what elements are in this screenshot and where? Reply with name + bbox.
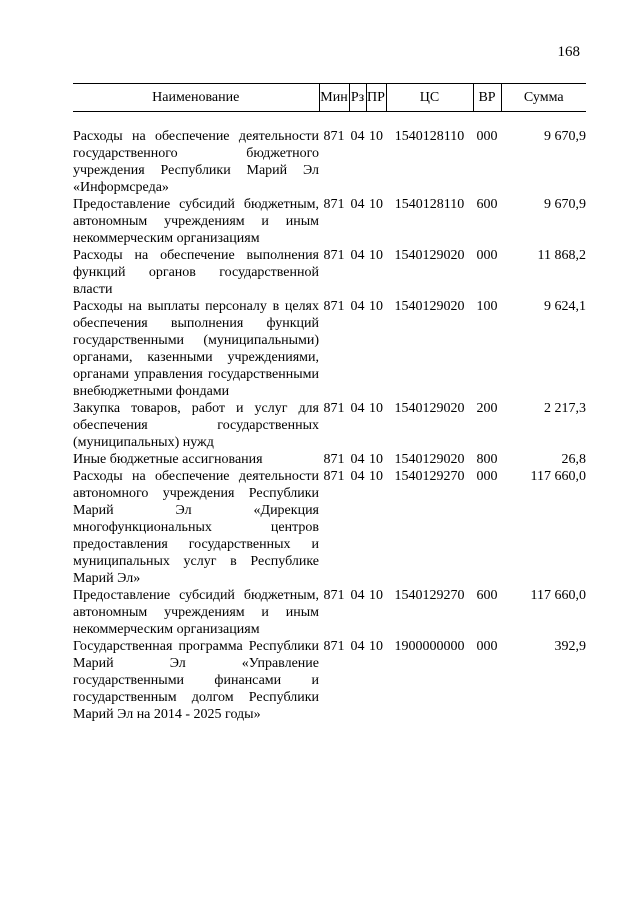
- cell-sum: 9 624,1: [544, 299, 586, 314]
- cell-vr: 000: [476, 129, 498, 144]
- cell-rz: 04: [350, 197, 365, 212]
- cell-cs: 1540128110: [394, 197, 465, 212]
- cell-cs: 1540128110: [394, 129, 465, 144]
- cell-vr: 800: [476, 452, 498, 467]
- table-row: [73, 247, 586, 298]
- cell-min: 871: [323, 639, 345, 654]
- table-row: [73, 128, 586, 196]
- cell-min: 871: [323, 197, 345, 212]
- cell-vr: 100: [476, 299, 498, 314]
- cell-cs: 1540129020: [394, 401, 465, 416]
- cell-name: Расходы на выплаты персоналу в целях обеспечения выполнения функций государственными (муниципальными) органами, казенными учреждениями, органами управления государственными внебюджетными фондами: [73, 299, 319, 399]
- cell-pr: 10: [369, 129, 383, 144]
- cell-pr: 10: [369, 469, 383, 484]
- cell-rz: 04: [350, 452, 365, 467]
- cell-vr: 600: [476, 588, 498, 603]
- cell-sum: 2 217,3: [544, 401, 586, 416]
- header-vr: ВР: [473, 84, 501, 112]
- cell-name: Предоставление субсидий бюджетным, автономным учреждениям и иным некоммерческим организациям: [73, 197, 319, 246]
- cell-name: Расходы на обеспечение деятельности государственного бюджетного учреждения Республики Марий Эл «Информсреда»: [73, 129, 319, 195]
- cell-cs: 1900000000: [394, 639, 465, 654]
- cell-cs: 1540129020: [394, 299, 465, 314]
- cell-rz: 04: [350, 248, 365, 263]
- cell-min: 871: [323, 129, 345, 144]
- cell-rz: 04: [350, 588, 365, 603]
- cell-vr: 000: [476, 469, 498, 484]
- cell-pr: 10: [369, 197, 383, 212]
- cell-name: Расходы на обеспечение выполнения функций органов государственной власти: [73, 248, 319, 297]
- cell-min: 871: [323, 248, 345, 263]
- table-row: [73, 587, 586, 638]
- cell-min: 871: [323, 299, 345, 314]
- cell-pr: 10: [369, 639, 383, 654]
- cell-name: Закупка товаров, работ и услуг для обеспечения государственных (муниципальных) нужд: [73, 401, 319, 450]
- header-pr: ПР: [366, 84, 386, 112]
- cell-rz: 04: [350, 401, 365, 416]
- cell-rz: 04: [350, 129, 365, 144]
- cell-sum: 9 670,9: [544, 197, 586, 212]
- table-row: [73, 451, 586, 468]
- cell-rz: 04: [350, 299, 365, 314]
- table-row: [73, 468, 586, 587]
- cell-name: Расходы на обеспечение деятельности автономного учреждения Республики Марий Эл «Дирекция многофункциональных центров предоставления государственных и муниципальных услуг в Республике Марий Эл»: [73, 469, 319, 586]
- header-name: Наименование: [73, 84, 319, 112]
- header-spacer: [73, 112, 586, 129]
- cell-min: 871: [323, 588, 345, 603]
- cell-name: Предоставление субсидий бюджетным, автономным учреждениям и иным некоммерческим организациям: [73, 588, 319, 637]
- cell-rz: 04: [350, 639, 365, 654]
- cell-pr: 10: [369, 452, 383, 467]
- cell-pr: 10: [369, 299, 383, 314]
- table-row: [73, 400, 586, 451]
- cell-pr: 10: [369, 401, 383, 416]
- header-sum: Сумма: [501, 84, 586, 112]
- cell-sum: 9 670,9: [544, 129, 586, 144]
- cell-name: Государственная программа Республики Марий Эл «Управление государственными финансами и государственным долгом Республики Марий Эл на 2014 - 2025 годы»: [73, 639, 319, 722]
- page-number: 168: [557, 44, 580, 60]
- cell-pr: 10: [369, 588, 383, 603]
- cell-sum: 11 868,2: [537, 248, 586, 263]
- cell-cs: 1540129020: [394, 452, 465, 467]
- cell-vr: 000: [476, 248, 498, 263]
- cell-min: 871: [323, 452, 345, 467]
- table-row: [73, 196, 586, 247]
- cell-vr: 000: [476, 639, 498, 654]
- cell-name: Иные бюджетные ассигнования: [73, 452, 263, 467]
- cell-sum: 117 660,0: [530, 469, 586, 484]
- cell-min: 871: [323, 469, 345, 484]
- cell-vr: 200: [476, 401, 498, 416]
- table-row: [73, 298, 586, 400]
- cell-min: 871: [323, 401, 345, 416]
- header-min: Мин: [319, 84, 349, 112]
- cell-sum: 117 660,0: [530, 588, 586, 603]
- header-cs: ЦС: [386, 84, 473, 112]
- cell-rz: 04: [350, 469, 365, 484]
- cell-cs: 1540129270: [394, 469, 465, 484]
- header-rz: Рз: [349, 84, 366, 112]
- cell-cs: 1540129270: [394, 588, 465, 603]
- table-header-row: [73, 84, 586, 112]
- budget-table: [73, 83, 586, 723]
- cell-pr: 10: [369, 248, 383, 263]
- cell-vr: 600: [476, 197, 498, 212]
- table-row: [73, 638, 586, 723]
- cell-sum: 26,8: [561, 452, 586, 467]
- cell-cs: 1540129020: [394, 248, 465, 263]
- cell-sum: 392,9: [554, 639, 586, 654]
